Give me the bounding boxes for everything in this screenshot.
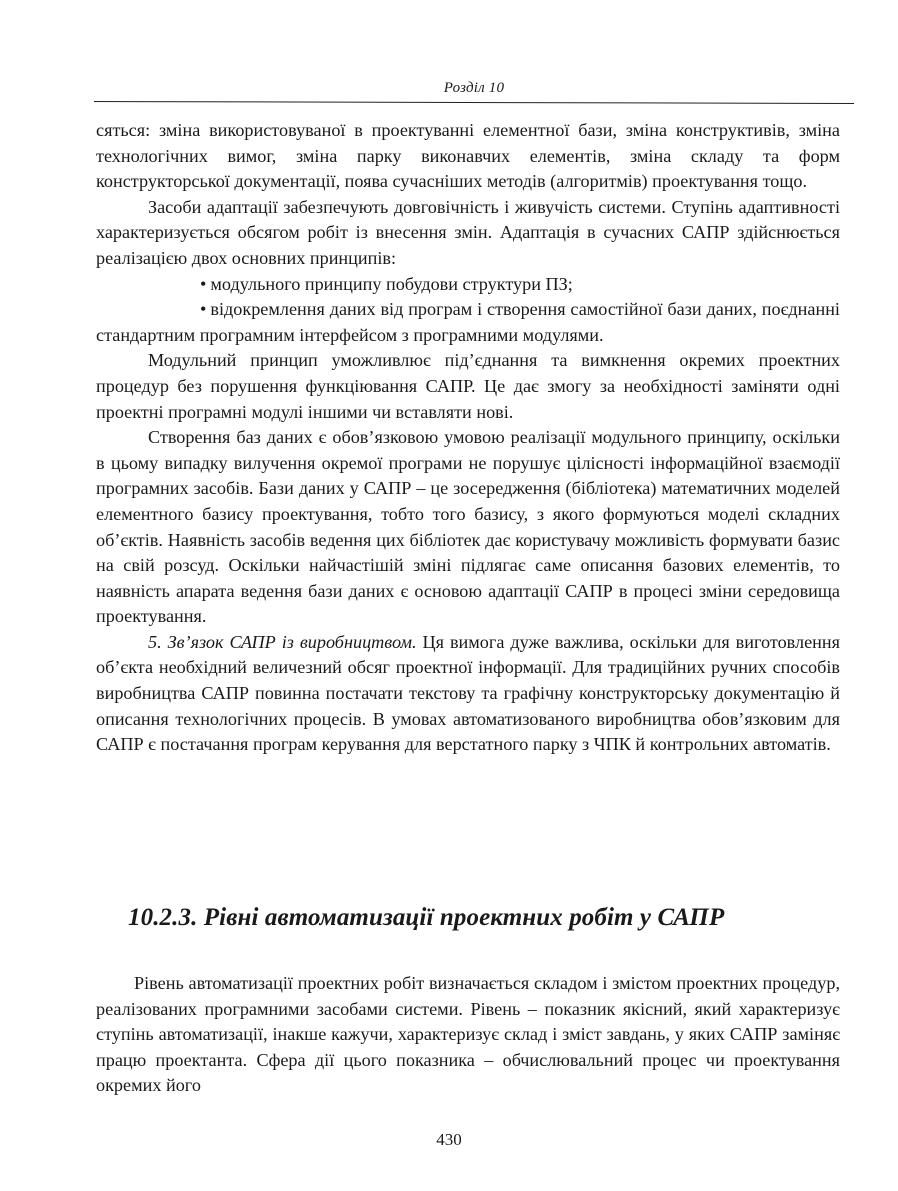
main-text bbox=[96, 118, 840, 758]
bullet-text: модульного принципу побудови структури ПЗ; bbox=[210, 273, 573, 294]
paragraph-modular: Модульний принцип уможливлює під’єднання та вимкнення окремих проектних процедур без порушення функціювання САПР. Це дає змогу за необхідності заміняти одні проектні програмні модулі іншими чи вставляти нові. bbox=[96, 350, 840, 422]
paragraph-automation-level: Рівень автоматизації проектних робіт визначається складом і змістом проектних процедур, реалізованих програмними засобами системи. Рівень – показник якісний, який характеризує ступінь автоматизації, інакше кажучи, характеризує склад і зміст завдань, у яких САПР заміняє працю проектанта. Сфера дії цього показника – обчислювальний процес чи проектування окремих його bbox=[96, 973, 840, 1096]
bullet-icon: • bbox=[200, 273, 207, 294]
paragraph-databases: Створення баз даних є обов’язковою умовою реалізації модульного принципу, оскільки в цьому випадку вилучення окремої програми не порушує цілісності інформаційної взаємодії програмних засобів. Бази даних у САПР – це зосередження (бібліотека) математичних моделей елементного базису проектування, тобто того базису, з якого формуються моделі складних об’єктів. Наявність засобів ведення цих бібліотек дає користувачу можливість формувати базис на свій розсуд. Оскільки найчастішій зміні підлягає саме описання базових елементів, то наявність апарата ведення бази даних є основою адаптації САПР в процесі зміни середовища проектування. bbox=[96, 427, 840, 627]
paragraph-adaptation: Засоби адаптації забезпечують довговічність і живучість системи. Ступінь адаптивності характеризується обсягом робіт із внесення змін. Адаптація в сучасних САПР здійснюється реалізацією двох основних принципів: bbox=[96, 196, 840, 268]
paragraph-item-5 bbox=[96, 630, 840, 758]
section-text bbox=[96, 971, 840, 1099]
running-head: Розділ 10 bbox=[443, 80, 505, 96]
paragraph-continuation: сяться: зміна використовуваної в проектуванні елементної бази, зміна конструктивів, зміна технологічних вимог, зміна парку виконавчих елементів, зміна складу та форм конструкторської документації, поява сучасніших методів (алгоритмів) проектування тощо. bbox=[96, 120, 840, 192]
bullet-item bbox=[96, 297, 840, 348]
bullet-text: відокремлення даних від програм і створення самостійної бази даних, поєднанні стандартним програмним інтерфейсом з програмними модулями. bbox=[96, 299, 840, 345]
item-5-lead: 5. Зв’язок САПР із виробництвом. bbox=[148, 631, 417, 652]
section-heading: 10.2.3. Рівні автоматизації проектних робіт у САПР bbox=[128, 904, 725, 931]
header-rule bbox=[94, 101, 854, 104]
item-5-text: Ця вимога дуже важлива, оскільки для виготовлення об’єкта необхідний величезний обсяг проектної інформації. Для традиційних ручних способів виробництва САПР повинна постачати текстову та графічну конструкторську документацію й описання технологічних процесів. В умовах автоматизованого виробництва обов’язковим для САПР є постачання програм керування для верстатного парку з ЧПК й контрольних автоматів. bbox=[96, 631, 840, 755]
bullet-icon: • bbox=[200, 299, 207, 320]
page-number: 430 bbox=[436, 1130, 462, 1149]
bullet-item bbox=[96, 272, 840, 298]
